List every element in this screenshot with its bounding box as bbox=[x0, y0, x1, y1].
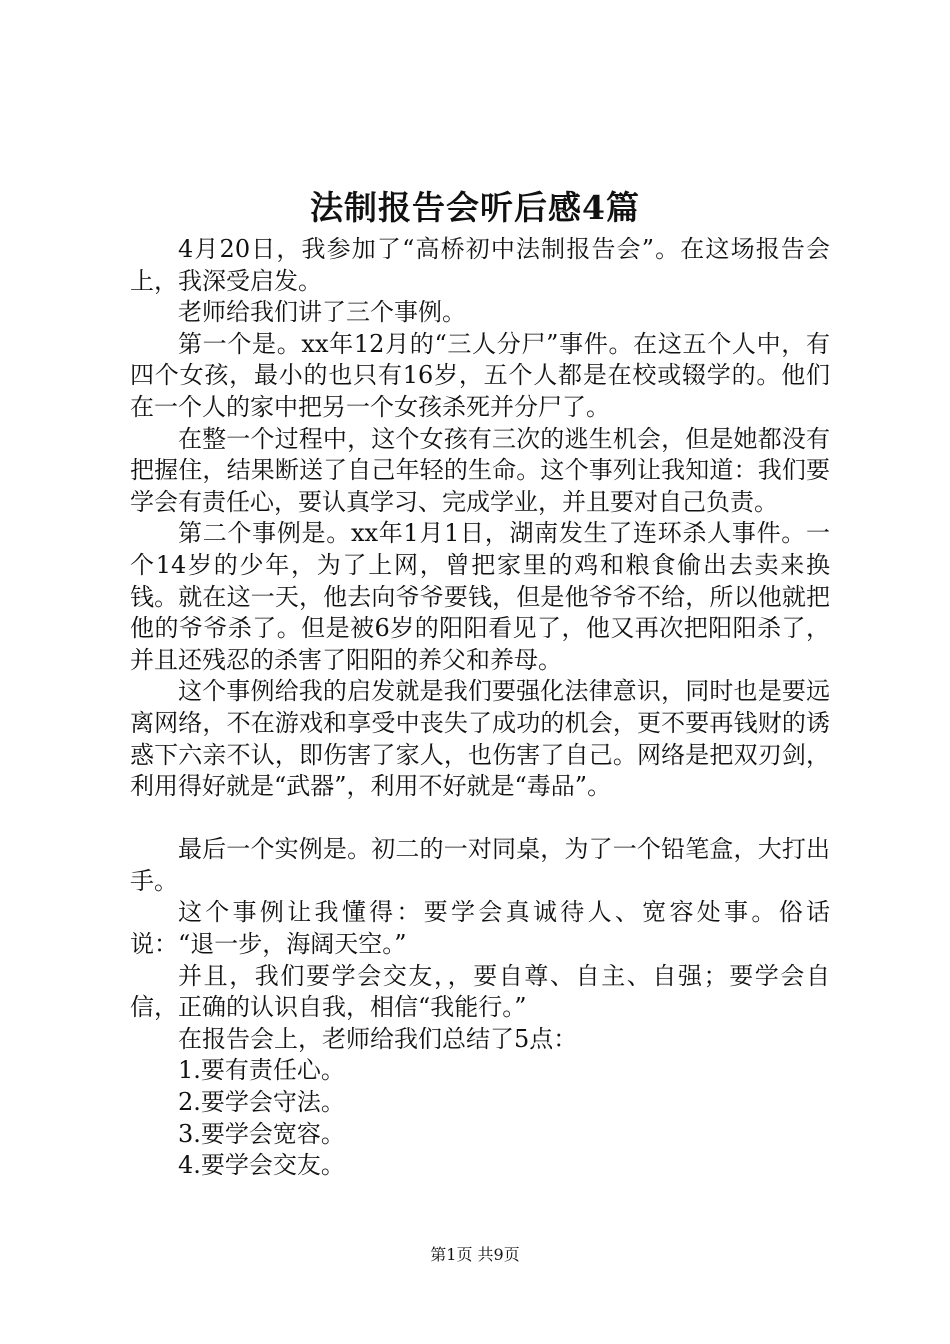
page-number-footer: 第1页 共9页 bbox=[430, 1245, 520, 1264]
blank-line bbox=[130, 803, 830, 835]
paragraph: 4月20日，我参加了“高桥初中法制报告会”。在这场报告会上，我深受启发。 bbox=[130, 235, 830, 295]
list-item: 4.要学会交友。 bbox=[178, 1151, 345, 1180]
list-item: 2.要学会守法。 bbox=[178, 1088, 345, 1117]
paragraph: 在整一个过程中，这个女孩有三次的逃生机会，但是她都没有把握住，结果断送了自己年轻的生命。这个事列让我知道：我们要学会有责任心，要认真学习、完成学业，并且要对自己负责。 bbox=[130, 424, 830, 516]
document-title: 法制报告会听后感4篇 bbox=[310, 188, 640, 227]
paragraph: 并且，我们要学会交友，，要自尊、自主、自强；要学会自信，正确的认识自我，相信“我能行。” bbox=[130, 961, 830, 1022]
paragraph: 这个事例让我懂得：要学会真诚待人、宽容处事。俗话说：“退一步，海阔天空。” bbox=[130, 898, 830, 959]
paragraph: 第二个事例是。xx年1月1日，湖南发生了连环杀人事件。一个14岁的少年，为了上网，曾把家里的鸡和粮食偷出去卖来换钱。就在这一天，他去向爷爷要钱，但是他爷爷不给，所以他就把他的爷爷杀了。但是被6岁的阳阳看见了，他又再次把阳阳杀了，并且还残忍的杀害了阳阳的养父和养母。 bbox=[130, 519, 830, 674]
paragraph: 这个事例给我的启发就是我们要强化法律意识，同时也是要远离网络，不在游戏和享受中丧失了成功的机会，更不要再钱财的诱惑下六亲不认，即伤害了家人，也伤害了自己。网络是把双刃剑，利用得好就是“武器”，利用不好就是“毒品”。 bbox=[130, 677, 830, 801]
paragraph: 第一个是。xx年12月的“三人分尸”事件。在这五个人中，有四个女孩，最小的也只有16岁，五个人都是在校或辍学的。他们在一个人的家中把另一个女孩杀死并分尸了。 bbox=[130, 329, 830, 421]
paragraph: 老师给我们讲了三个事例。 bbox=[178, 298, 466, 327]
list-item: 1.要有责任心。 bbox=[178, 1056, 345, 1085]
paragraph: 在报告会上，老师给我们总结了5点： bbox=[178, 1024, 578, 1053]
list-item: 3.要学会宽容。 bbox=[178, 1119, 345, 1148]
document-body bbox=[130, 234, 830, 1182]
paragraph: 最后一个实例是。初二的一对同桌，为了一个铅笔盒，大打出手。 bbox=[130, 835, 830, 895]
